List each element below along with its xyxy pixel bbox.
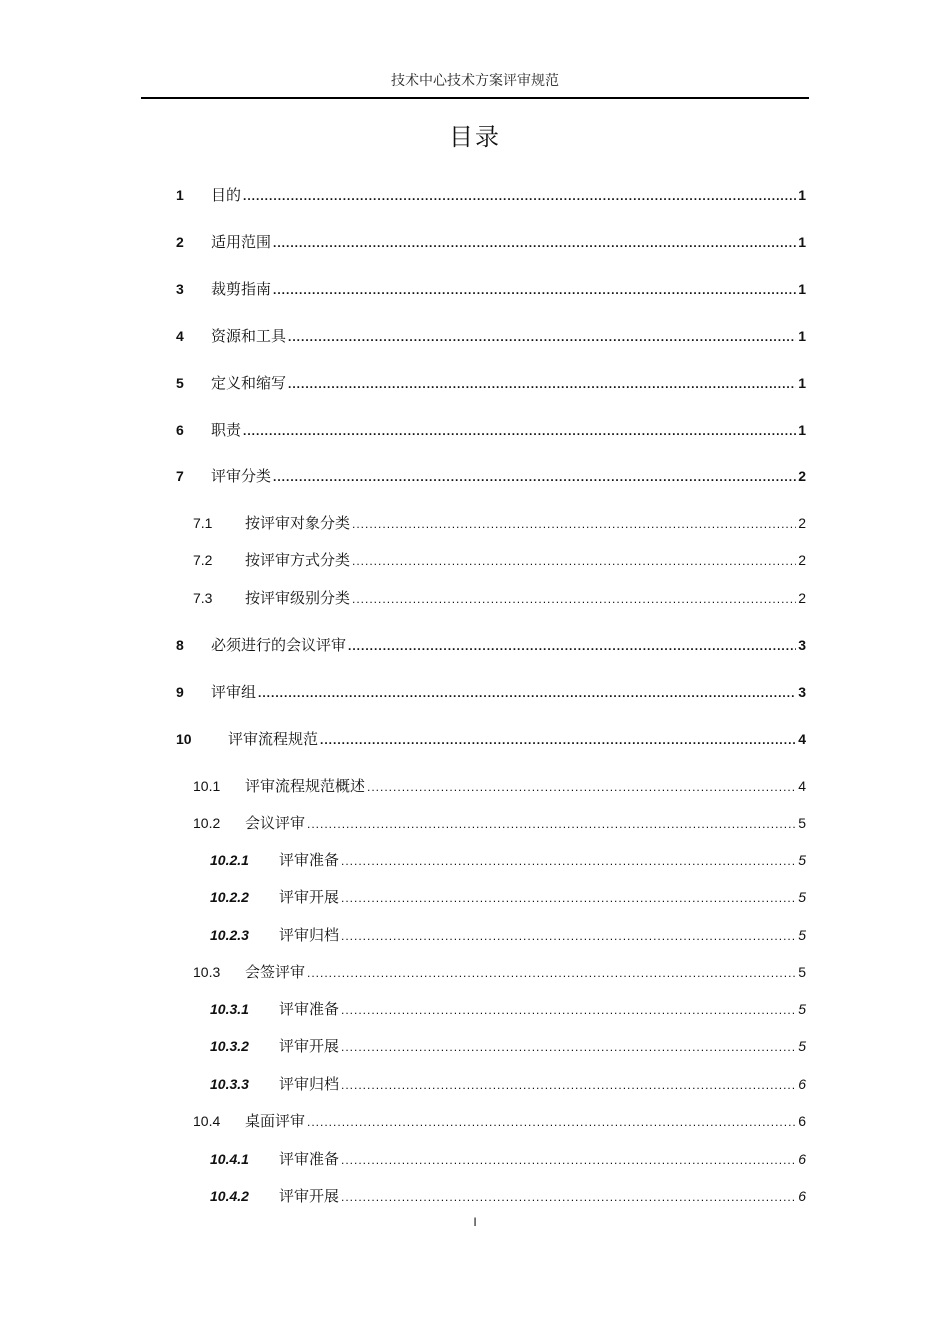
toc-entry-page: 2 [798, 468, 806, 484]
toc-leader-dots [367, 776, 796, 798]
toc-entry-label: 桌面评审 [245, 1112, 306, 1130]
toc-entry-page: 1 [798, 328, 806, 344]
toc-entry-number: 7.3 [193, 590, 213, 606]
toc-leader-dots [352, 588, 796, 610]
toc-entry[interactable] [193, 775, 806, 797]
toc-entry-label: 评审准备 [279, 1150, 340, 1168]
toc-entry-number: 3 [176, 281, 184, 297]
toc-entry[interactable] [193, 961, 806, 983]
toc-leader-dots [352, 550, 796, 572]
toc-entry-label: 职责 [211, 421, 242, 439]
toc-entry-label: 评审开展 [279, 1037, 340, 1055]
toc-entry-page: 6 [798, 1188, 806, 1204]
toc-entry[interactable] [176, 184, 806, 206]
toc-leader-dots [273, 279, 796, 301]
toc-entry-number: 5 [176, 375, 184, 391]
toc-entry[interactable] [210, 998, 806, 1020]
toc-entry-number: 10.4.2 [210, 1188, 249, 1204]
toc-leader-dots [341, 999, 796, 1021]
toc-entry-label: 评审归档 [279, 926, 340, 944]
toc-entry-number: 7 [176, 468, 184, 484]
toc-entry-label: 按评审级别分类 [245, 589, 351, 607]
toc-entry[interactable] [210, 849, 806, 871]
toc-entry[interactable] [176, 278, 806, 300]
toc-entry-page: 5 [798, 889, 806, 905]
toc-entry-page: 5 [798, 852, 806, 868]
toc-entry-page: 5 [798, 1038, 806, 1054]
toc-leader-dots [348, 635, 796, 657]
toc-entry-label: 裁剪指南 [211, 280, 272, 298]
toc-entry-number: 10.2.3 [210, 927, 249, 943]
toc-leader-dots [341, 1149, 796, 1171]
toc-leader-dots [341, 850, 796, 872]
toc-entry-label: 评审归档 [279, 1075, 340, 1093]
toc-entry-label: 适用范围 [211, 233, 272, 251]
toc-entry[interactable] [176, 465, 806, 487]
toc-entry-label: 评审准备 [279, 851, 340, 869]
toc-entry-number: 6 [176, 422, 184, 438]
toc-entry-number: 10.1 [193, 778, 221, 794]
toc-entry-page: 3 [798, 684, 806, 700]
toc-leader-dots [288, 373, 796, 395]
toc-entry-page: 1 [798, 281, 806, 297]
toc-entry-page: 6 [798, 1151, 806, 1167]
toc-entry[interactable] [210, 886, 806, 908]
toc-entry-label: 评审流程规范概述 [245, 777, 366, 795]
toc-entry-page: 5 [798, 964, 806, 980]
toc-entry[interactable] [193, 512, 806, 534]
toc-leader-dots [341, 1074, 796, 1096]
toc-entry-label: 资源和工具 [211, 327, 287, 345]
toc-entry-number: 9 [176, 684, 184, 700]
toc-entry-label: 按评审对象分类 [245, 514, 351, 532]
toc-entry[interactable] [210, 1073, 806, 1095]
toc-entry[interactable] [176, 681, 806, 703]
toc-title: 目录 [449, 123, 501, 151]
toc-entry-page: 2 [798, 552, 806, 568]
toc-entry[interactable] [176, 419, 806, 441]
toc-entry[interactable] [176, 728, 806, 750]
toc-entry[interactable] [210, 1148, 806, 1170]
toc-entry-page: 5 [798, 815, 806, 831]
toc-entry-page: 4 [798, 731, 806, 747]
toc-leader-dots [273, 232, 796, 254]
toc-leader-dots [352, 513, 796, 535]
toc-entry-number: 8 [176, 637, 184, 653]
toc-entry-label: 评审流程规范 [228, 730, 319, 748]
toc-entry-page: 1 [798, 234, 806, 250]
toc-entry-number: 7.2 [193, 552, 213, 568]
toc-entry[interactable] [210, 924, 806, 946]
toc-entry[interactable] [176, 372, 806, 394]
toc-entry-number: 10 [176, 731, 192, 747]
toc-entry-number: 10.2.2 [210, 889, 249, 905]
toc-leader-dots [341, 1036, 796, 1058]
toc-entry-label: 会签评审 [245, 963, 306, 981]
toc-entry[interactable] [176, 231, 806, 253]
toc-entry[interactable] [193, 549, 806, 571]
toc-entry[interactable] [193, 587, 806, 609]
toc-entry-label: 按评审方式分类 [245, 551, 351, 569]
toc-entry-number: 10.2.1 [210, 852, 249, 868]
toc-leader-dots [243, 420, 796, 442]
toc-entry[interactable] [210, 1035, 806, 1057]
toc-leader-dots [243, 185, 796, 207]
toc-entry[interactable] [193, 1110, 806, 1132]
toc-entry-number: 7.1 [193, 515, 213, 531]
toc-entry-number: 10.3.2 [210, 1038, 249, 1054]
toc-entry-label: 必须进行的会议评审 [211, 636, 347, 654]
toc-leader-dots [341, 887, 796, 909]
toc-leader-dots [258, 682, 796, 704]
toc-entry-label: 评审开展 [279, 1187, 340, 1205]
toc-entry[interactable] [176, 634, 806, 656]
toc-entry-page: 1 [798, 375, 806, 391]
toc-entry-number: 10.3 [193, 964, 221, 980]
toc-leader-dots [307, 1111, 796, 1133]
toc-entry-page: 2 [798, 515, 806, 531]
toc-entry[interactable] [176, 325, 806, 347]
toc-entry-number: 10.4 [193, 1113, 221, 1129]
toc-entry-number: 10.4.1 [210, 1151, 249, 1167]
toc-entry-label: 评审开展 [279, 888, 340, 906]
toc-entry-page: 4 [798, 778, 806, 794]
toc-entry-label: 定义和缩写 [211, 374, 287, 392]
toc-entry-label: 评审组 [211, 683, 257, 701]
toc-leader-dots [288, 326, 796, 348]
toc-entry-number: 10.3.1 [210, 1001, 249, 1017]
toc-entry-label: 目的 [211, 186, 242, 204]
toc-entry-page: 6 [798, 1076, 806, 1092]
toc-entry-page: 1 [798, 187, 806, 203]
toc-entry-page: 5 [798, 927, 806, 943]
toc-leader-dots [320, 729, 796, 751]
toc-entry-page: 5 [798, 1001, 806, 1017]
toc-entry-label: 评审准备 [279, 1000, 340, 1018]
toc-entry[interactable] [210, 1185, 806, 1207]
toc-entry-number: 2 [176, 234, 184, 250]
toc-entry-page: 2 [798, 590, 806, 606]
toc-leader-dots [341, 925, 796, 947]
toc-entry-number: 4 [176, 328, 184, 344]
toc-leader-dots [273, 466, 796, 488]
toc-entry-number: 10.2 [193, 815, 221, 831]
toc-leader-dots [341, 1186, 796, 1208]
toc-leader-dots [307, 813, 796, 835]
toc-entry[interactable] [193, 812, 806, 834]
toc-entry-label: 会议评审 [245, 814, 306, 832]
footer-page-number: I [473, 1215, 477, 1229]
toc-leader-dots [307, 962, 796, 984]
running-header: 技术中心技术方案评审规范 [391, 73, 559, 89]
toc-entry-page: 6 [798, 1113, 806, 1129]
toc-entry-page: 3 [798, 637, 806, 653]
toc-entry-number: 1 [176, 187, 184, 203]
header-divider [141, 97, 809, 99]
toc-entry-page: 1 [798, 422, 806, 438]
toc-entry-number: 10.3.3 [210, 1076, 249, 1092]
toc-entry-label: 评审分类 [211, 467, 272, 485]
